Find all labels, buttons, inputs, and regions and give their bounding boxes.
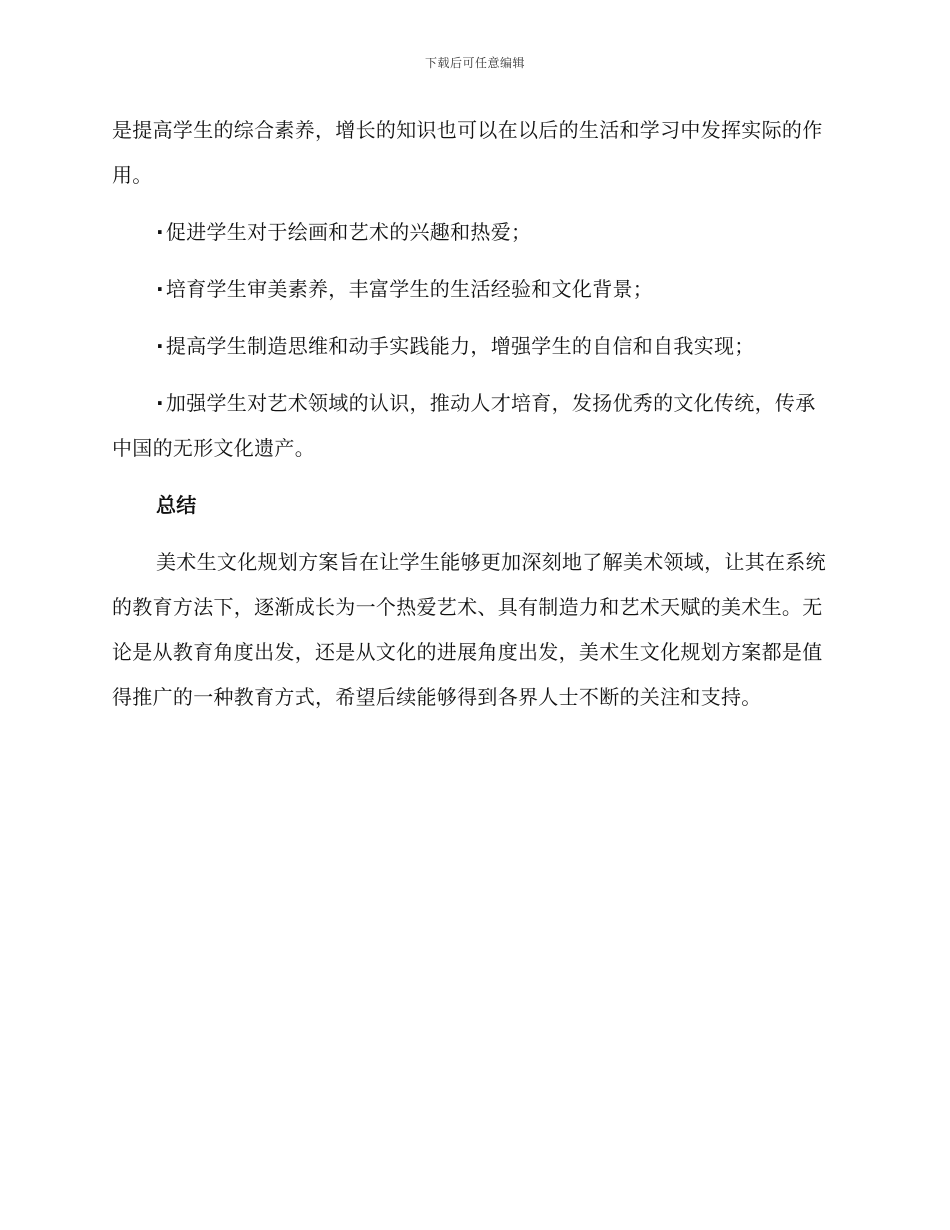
bullet-item-4 <box>112 381 832 471</box>
bullet-text: 促进学生对于绘画和艺术的兴趣和热爱； <box>165 220 532 244</box>
bullet-marker: · <box>156 277 164 301</box>
document-body <box>112 108 832 720</box>
summary-heading: 总结 <box>156 493 197 517</box>
bullet-marker: · <box>156 220 164 244</box>
bullet-text: 提高学生制造思维和动手实践能力，增强学生的自信和自我实现； <box>165 334 755 358</box>
intro-paragraph: 是提高学生的综合素养，增长的知识也可以在以后的生活和学习中发挥实际的作用。 <box>112 118 823 187</box>
bullet-text: 培育学生审美素养，丰富学生的生活经验和文化背景； <box>165 277 654 301</box>
bullet-item-2 <box>112 267 832 312</box>
page-header: 下载后可任意编辑 <box>424 56 525 70</box>
bullet-item-3 <box>112 324 832 369</box>
bullet-marker: · <box>156 334 164 358</box>
bullet-item-1 <box>112 210 832 255</box>
summary-paragraph: 美术生文化规划方案旨在让学生能够更加深刻地了解美术领域，让其在系统的教育方法下，逐渐成长为一个热爱艺术、具有制造力和艺术天赋的美术生。无论是从教育角度出发，还是从文化的进展角度出发，美术生文化规划方案都是值得推广的一种教育方式，希望后续能够得到各界人士不断的关注和支持。 <box>112 550 826 709</box>
bullet-text: 加强学生对艺术领域的认识，推动人才培育，发扬优秀的文化传统，传承中国的无形文化遗产。 <box>112 391 816 460</box>
bullet-marker: · <box>156 391 164 415</box>
